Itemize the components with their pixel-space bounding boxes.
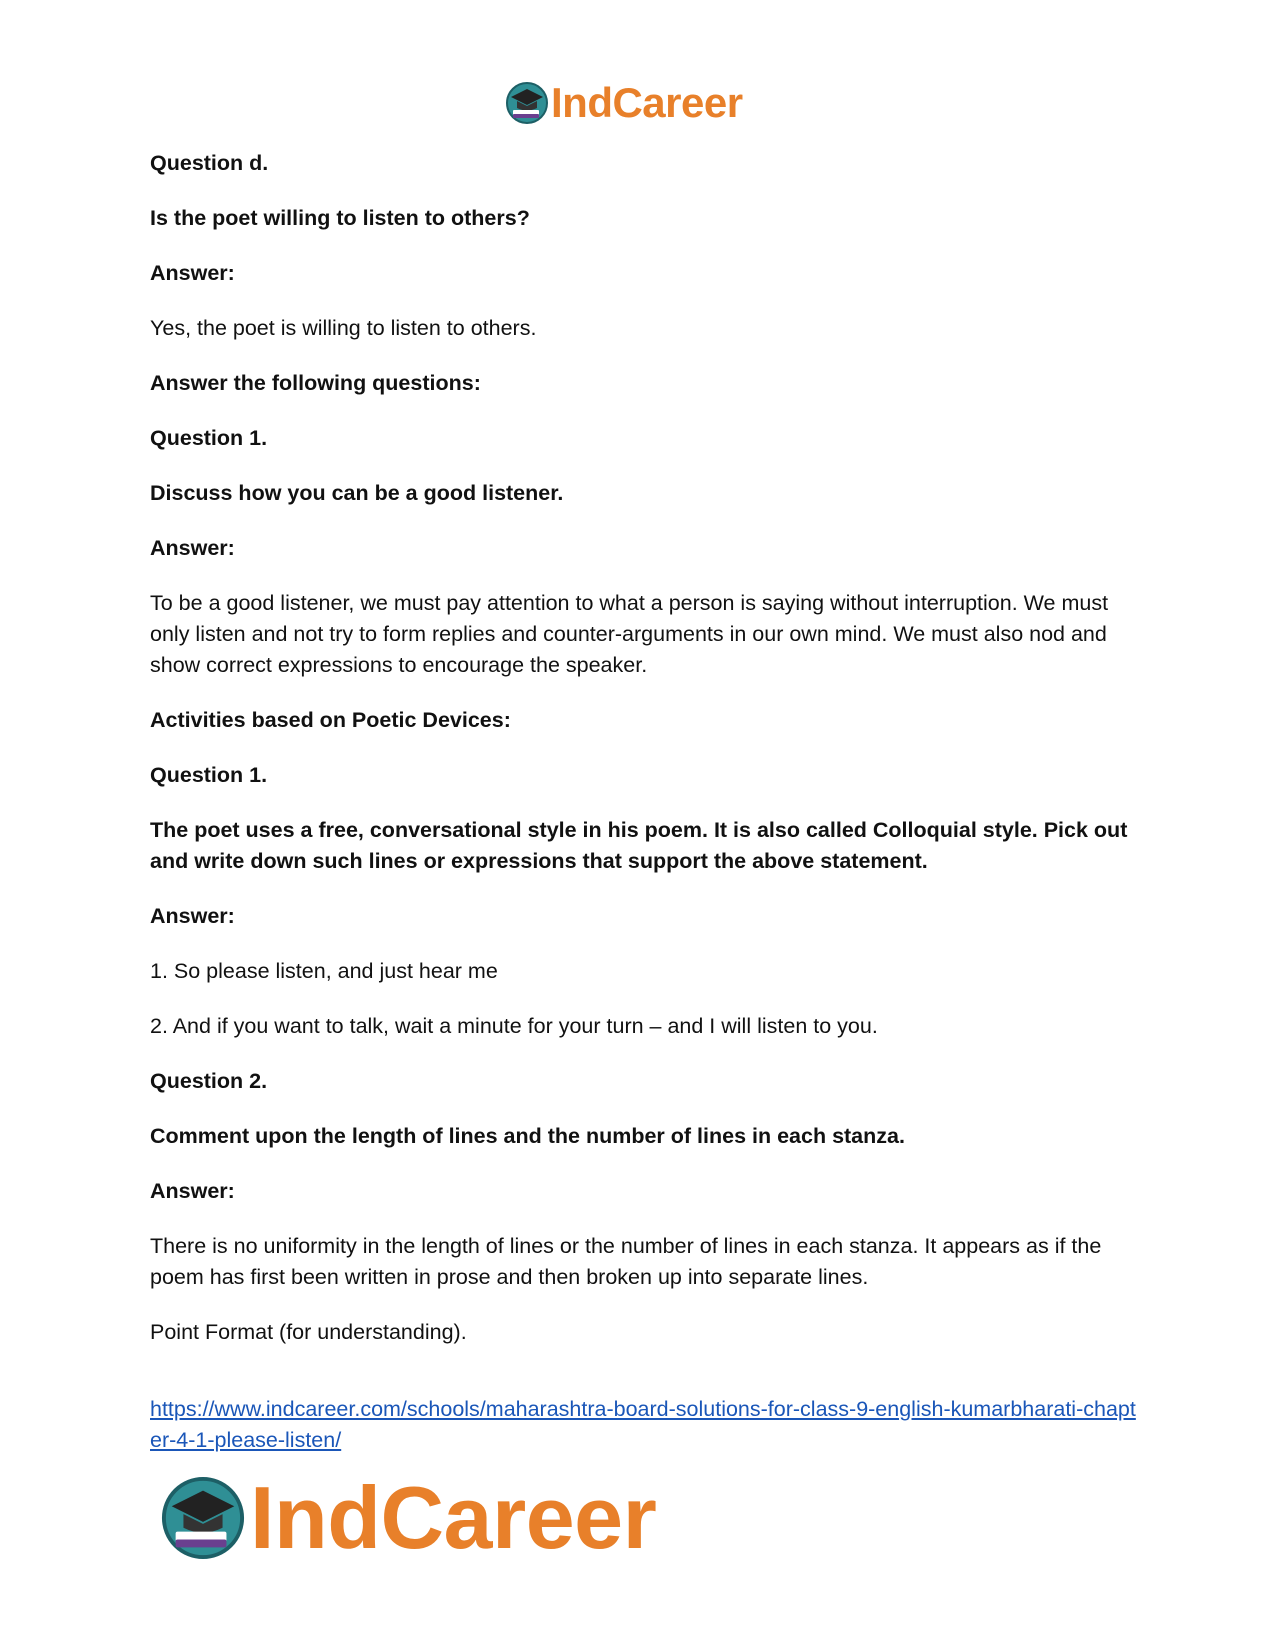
header-logo [505,80,743,126]
question-label: Question 1. [150,763,268,787]
question-text: Is the poet willing to listen to others? [150,206,530,230]
source-link[interactable]: https://www.indcareer.com/schools/maharashtra-board-solutions-for-class-9-english-kumarbharati-chapter-4-1-please-listen/ [150,1397,1136,1452]
document-body [150,148,1140,1480]
footer-logo [160,1468,657,1567]
answer-text: Yes, the poet is willing to listen to others. [150,316,537,340]
answer-list-item: 2. And if you want to talk, wait a minute for your turn – and I will listen to you. [150,1014,878,1038]
question-text: Comment upon the length of lines and the number of lines in each stanza. [150,1124,905,1148]
answer-label: Answer: [150,536,235,560]
graduation-cap-book-globe-icon [505,81,549,125]
question-text: Discuss how you can be a good listener. [150,481,564,505]
logo-wordmark: IndCareer [551,79,743,126]
source-link-paragraph [150,1394,1140,1456]
answer-text: To be a good listener, we must pay attention to what a person is saying without interruption. We must only listen and not try to form replies and counter-arguments in our own mind. We must also nod and show correct expressions to encourage the speaker. [150,591,1109,677]
answer-label: Answer: [150,904,235,928]
answer-label: Answer: [150,1179,235,1203]
graduation-cap-book-globe-icon [160,1475,246,1561]
question-label: Question 1. [150,426,268,450]
logo-wordmark: IndCareer [250,1468,657,1567]
question-label: Question 2. [150,1069,268,1093]
question-label: Question d. [150,151,269,175]
point-format-note: Point Format (for understanding). [150,1320,467,1344]
section-heading: Activities based on Poetic Devices: [150,708,511,732]
section-heading: Answer the following questions: [150,371,481,395]
answer-label: Answer: [150,261,235,285]
answer-text: There is no uniformity in the length of lines or the number of lines in each stanza. It appears as if the poem has first been written in prose and then broken up into separate lines. [150,1234,1102,1289]
question-text: The poet uses a free, conversational style in his poem. It is also called Colloquial style. Pick out and write down such lines or expressions that support the above statement. [150,818,1128,873]
answer-list-item: 1. So please listen, and just hear me [150,959,498,983]
